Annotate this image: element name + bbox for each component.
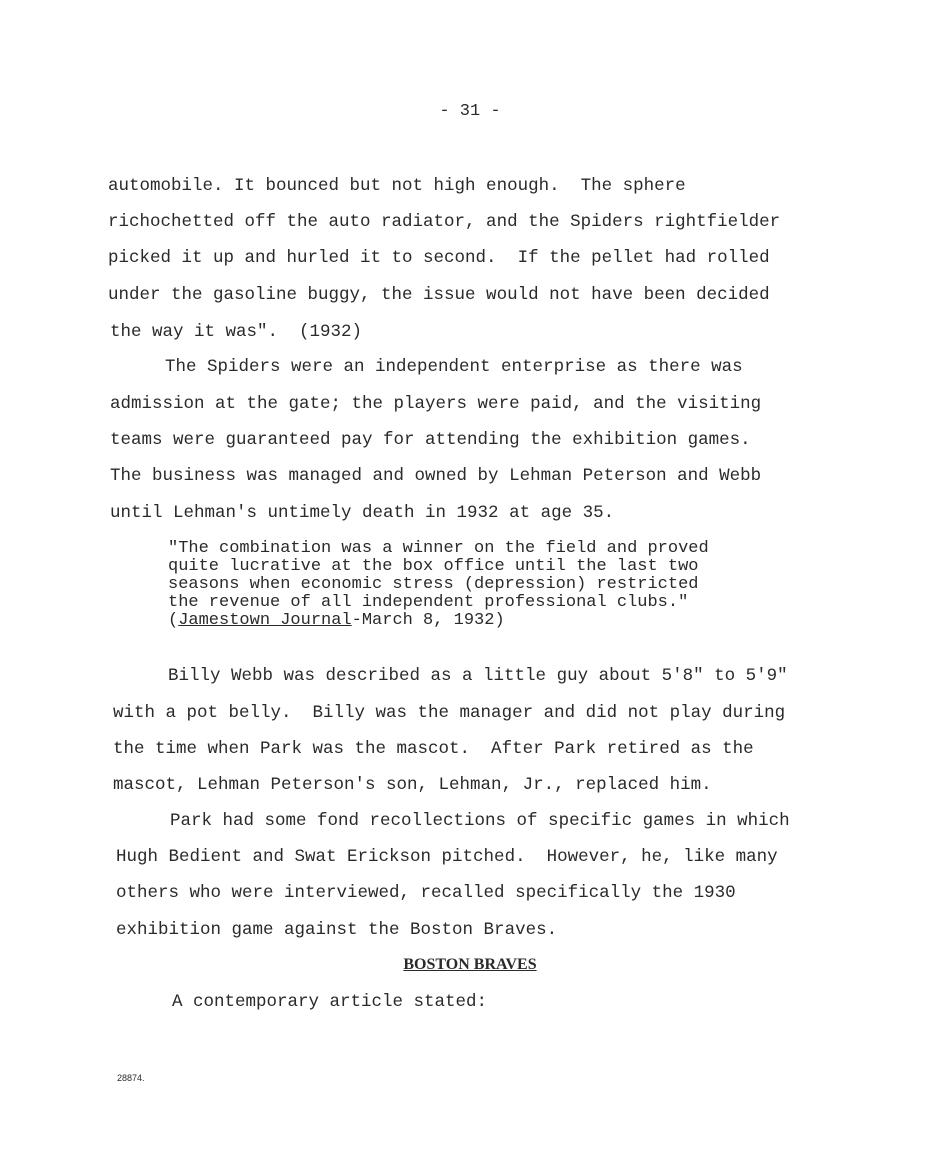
quote-line: the revenue of all independent professional clubs." xyxy=(168,593,689,612)
text-line: Park had some fond recollections of specific games in which xyxy=(170,811,790,831)
text-line: The Spiders were an independent enterprise as there was xyxy=(165,357,743,377)
text-line: others who were interviewed, recalled specifically the 1930 xyxy=(116,883,736,903)
text-line: admission at the gate; the players were paid, and the visiting xyxy=(110,394,762,414)
text-line: under the gasoline buggy, the issue would not have been decided xyxy=(108,285,770,305)
text-line: exhibition game against the Boston Braves. xyxy=(116,920,558,940)
text-line: teams were guaranteed pay for attending the exhibition games. xyxy=(110,430,751,450)
quote-citation: (Jamestown Journal-March 8, 1932) xyxy=(168,611,505,630)
text-line: mascot, Lehman Peterson's son, Lehman, Jr., replaced him. xyxy=(113,775,712,795)
page-number: - 31 - xyxy=(439,102,501,121)
text-line: Billy Webb was described as a little guy about 5'8" to 5'9" xyxy=(168,666,788,686)
text-line: with a pot belly. Billy was the manager and did not play during xyxy=(113,703,786,723)
citation-source: Jamestown Journal xyxy=(178,611,352,630)
quote-line: seasons when economic stress (depression) restricted xyxy=(168,575,699,594)
quote-line: "The combination was a winner on the field and proved xyxy=(168,539,709,558)
text-line: picked it up and hurled it to second. If the pellet had rolled xyxy=(108,248,770,268)
text-line: the way it was". (1932) xyxy=(110,322,363,342)
footer-code: 28874. xyxy=(117,1073,145,1083)
text-line: automobile. It bounced but not high enough. The sphere xyxy=(108,176,686,196)
closing-line: A contemporary article stated: xyxy=(172,992,488,1012)
text-line: The business was managed and owned by Lehman Peterson and Webb xyxy=(110,466,762,486)
quote-line: quite lucrative at the box office until the last two xyxy=(168,557,699,576)
text-line: Hugh Bedient and Swat Erickson pitched. However, he, like many xyxy=(116,847,778,867)
text-line: until Lehman's untimely death in 1932 at age 35. xyxy=(110,503,615,523)
text-line: richochetted off the auto radiator, and the Spiders rightfielder xyxy=(108,212,781,232)
text-line: the time when Park was the mascot. After Park retired as the xyxy=(113,739,754,759)
section-heading: BOSTON BRAVES xyxy=(403,956,537,973)
